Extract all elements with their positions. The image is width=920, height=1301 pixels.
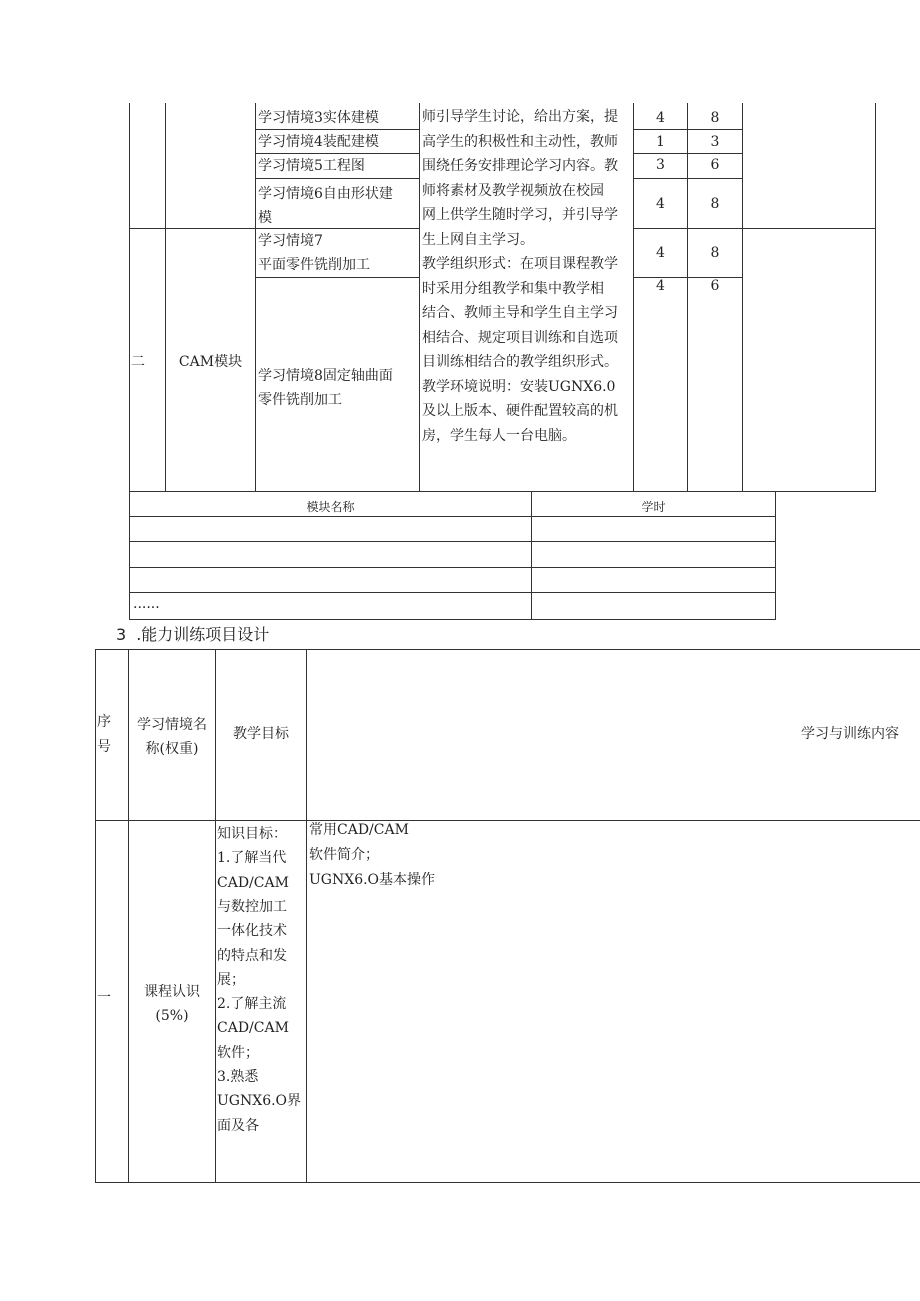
row1-situation-weight: (5%) — [155, 1008, 189, 1024]
hours-cell: 8 — [710, 245, 720, 261]
module-name-header: 模块名称 — [306, 500, 355, 514]
row-seq-2: 二 — [131, 354, 145, 370]
situation-7-line2: 平面零件铣削加工 — [258, 257, 370, 273]
hours-cell: 3 — [656, 157, 665, 173]
situation-6: 学习情境6自由形状建 — [258, 186, 393, 202]
situation-8-line2: 零件铣削加工 — [258, 392, 342, 408]
hours-cell: 6 — [710, 157, 720, 173]
section-number: 3 — [116, 625, 127, 644]
hours-cell: 8 — [710, 196, 720, 212]
situation-6-wrap: 模 — [258, 210, 272, 226]
header-content: 学习与训练内容 — [801, 726, 899, 742]
situation-8: 学习情境8固定轴曲面 — [258, 368, 393, 384]
hours-cell: 4 — [656, 278, 665, 294]
header-objective: 教学目标 — [233, 726, 289, 742]
situation-5: 学习情境5工程图 — [258, 158, 365, 174]
hours-cell: 3 — [710, 134, 720, 150]
situation-4: 学习情境4装配建模 — [258, 134, 379, 150]
hours-header: 学时 — [641, 500, 666, 514]
hours-cell: 4 — [656, 110, 665, 126]
header-seq-line2: 号 — [97, 739, 111, 755]
header-situation: 学习情境名 — [137, 717, 207, 733]
hours-cell: 6 — [710, 278, 720, 294]
row1-situation: 课程认识 — [144, 984, 200, 1000]
hours-cell: 4 — [656, 196, 665, 212]
hours-cell: 4 — [656, 245, 665, 261]
section-heading — [116, 623, 269, 647]
ellipsis: ...... — [133, 596, 160, 612]
hours-cell: 1 — [656, 134, 665, 150]
situation-7: 学习情境7 — [258, 233, 323, 249]
row1-seq: 一 — [97, 990, 111, 1006]
hours-cell: 8 — [710, 110, 720, 126]
section-title: .能力训练项目设计 — [136, 625, 270, 644]
module-name-cam: CAM模块 — [178, 354, 243, 370]
header-situation-line2: 称(权重) — [145, 741, 199, 757]
situation-3: 学习情境3实体建模 — [258, 110, 379, 126]
header-seq: 序 — [97, 714, 111, 730]
